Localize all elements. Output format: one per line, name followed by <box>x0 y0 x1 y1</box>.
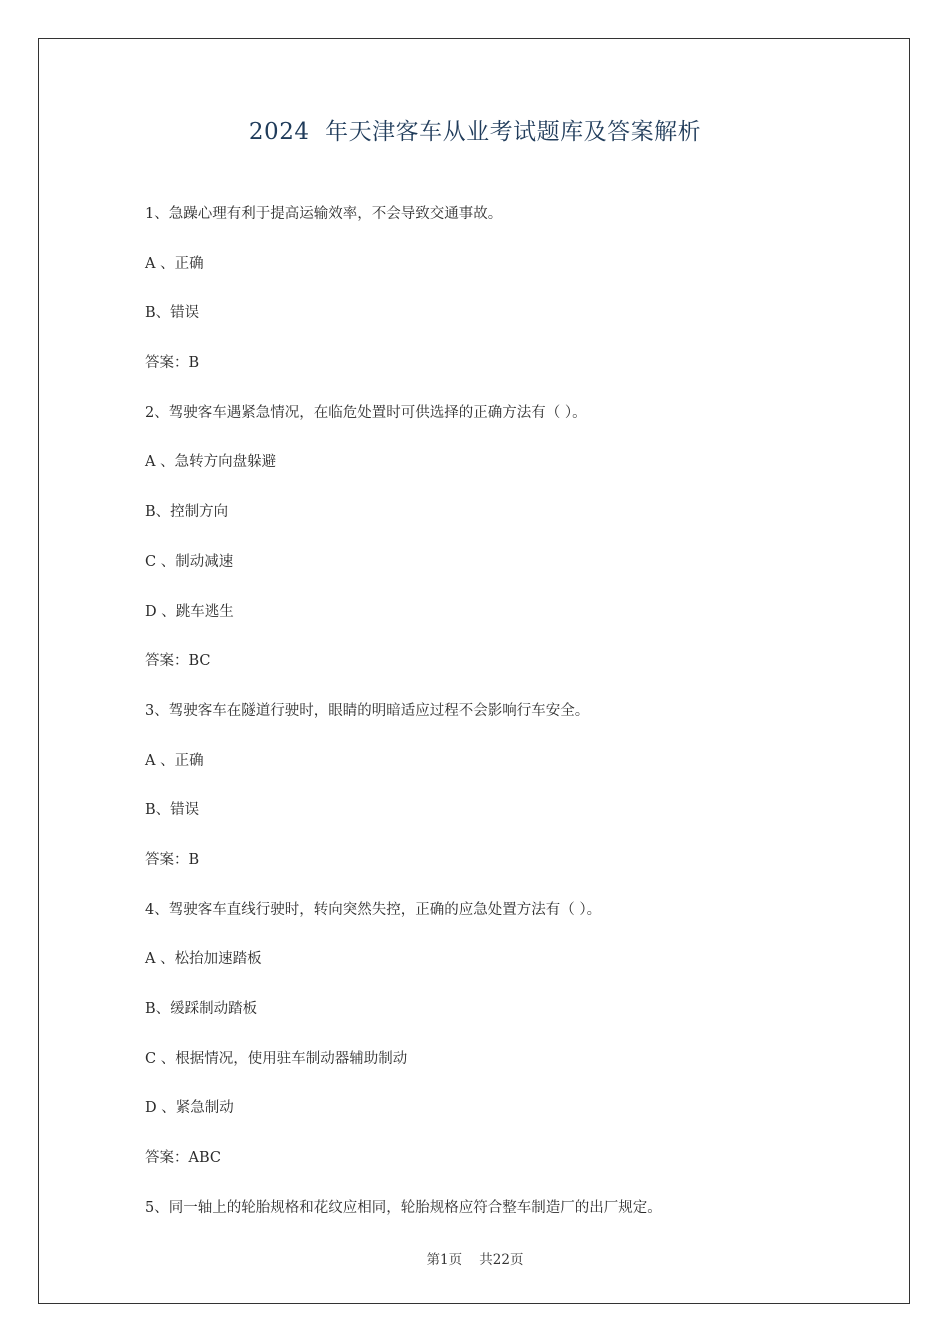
question-4-option-a: A 、松抬加速踏板 <box>145 951 262 968</box>
question-3-option-a: A 、正确 <box>145 752 204 769</box>
document-title: 2024 年天津客车从业考试题库及答案解析 <box>248 119 702 145</box>
question-4-option-c: C 、根据情况，使用驻车制动器辅助制动 <box>145 1050 408 1067</box>
question-4-option-b: B、缓踩制动踏板 <box>145 1001 258 1017</box>
question-3-text: 3、驾驶客车在隧道行驶时，眼睛的明暗适应过程不会影响行车安全。 <box>145 702 590 719</box>
question-2-text: 2、驾驶客车遇紧急情况，在临危处置时可供选择的正确方法有（ ）。 <box>145 404 587 421</box>
question-1-answer: 答案：B <box>145 355 200 372</box>
question-2-option-a: A 、急转方向盘躲避 <box>145 454 277 471</box>
question-2-option-b: B、控制方向 <box>145 504 229 521</box>
question-5-text: 5、同一轴上的轮胎规格和花纹应相同，轮胎规格应符合整车制造厂的出厂规定。 <box>145 1199 662 1216</box>
question-1-option-a: A 、正确 <box>145 255 204 272</box>
question-list <box>145 204 865 1247</box>
question-2-option-c: C 、制动减速 <box>145 553 234 570</box>
question-2-answer: 答案：BC <box>145 653 211 670</box>
question-4-option-d: D 、紧急制动 <box>145 1100 234 1117</box>
question-3-option-b: B、错误 <box>145 802 200 819</box>
question-2-option-d: D 、跳车逃生 <box>145 603 234 620</box>
question-3-answer: 答案：B <box>145 851 200 868</box>
question-4-answer: 答案：ABC <box>145 1150 221 1167</box>
page-footer: 第1页 共22页 <box>426 1252 524 1268</box>
question-1-option-b: B、错误 <box>145 305 200 322</box>
question-1-text: 1、急躁心理有利于提高运输效率，不会导致交通事故。 <box>145 206 503 222</box>
question-4-text: 4、驾驶客车直线行驶时，转向突然失控，正确的应急处置方法有（ ）。 <box>145 901 602 918</box>
